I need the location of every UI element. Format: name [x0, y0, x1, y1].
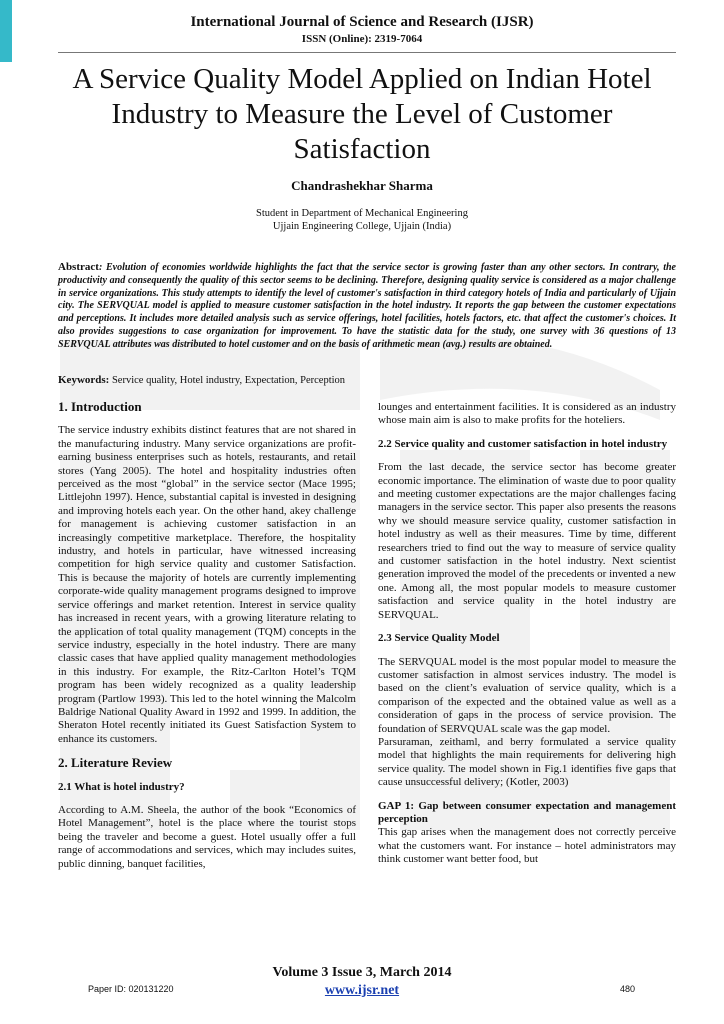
section-literature-review-heading: 2. Literature Review — [58, 755, 173, 771]
footer-paper-id: Paper ID: 020131220 — [88, 984, 174, 994]
paper-title: A Service Quality Model Applied on Indian Hotel Industry to Measure the Level of Customer Satisfaction — [72, 63, 652, 165]
subsection-2-3-heading: 2.3 Service Quality Model — [378, 632, 500, 645]
journal-issn: ISSN (Online): 2319-7064 — [301, 33, 423, 45]
introduction-paragraph: The service industry exhibits distinct features that are not shared in the manufacturing industry. Many service organizations are profit-earning business enterprises such as hotels, restaurants, and retail stores (Yang 2005). The hotel and hospitality industries often perceived as the most “global” in the service sector (Mace 1995; Littlejohn 1997). Hence, substantial capital is invested in designing and improving hotels each year. On the other hand, akey challenge for management is achieving customer satisfaction in an increasingly competitive marketplace. Therefore, the hospitality industry, and hotels in particular, have witnessed increasing competition for high service quality and customer Satisfaction. This is because the majority of hotels are currently implementing corporate-wide quality management programs designed to improve service offerings and market retention. Interest in service quality has increased in recent years, with a growing literature relating to the application of total quality management (TQM) concepts in the service industry, especially in the hotel industry. There are many classic cases that have applied quality management methodologies in this industry. For example, the Ritz-Carlton Hotel’s TQM program has been widely recognized as a quality leadership program (Partlow 1993). This led to the hotel winning the Malcolm Baldrige National Quality Award in 1992 and 1999. In addition, the Sheraton Hotel recently initiated its Guest Satisfaction System to enhance its customers. — [58, 424, 356, 745]
subsection-2-1-continued: lounges and entertainment facilities. It is considered as an industry whose main aim is also to make profits for the hoteliers. — [378, 401, 676, 427]
section-introduction-heading: 1. Introduction — [58, 399, 142, 414]
author-name: Chandrashekhar Sharma — [291, 178, 433, 193]
left-column — [58, 400, 356, 881]
subsection-2-2-paragraph: From the last decade, the service sector has become greater economic importance. The elimination of waste due to poor quality and meeting customer expectations are the major challenges facing managers in the service sector. This paper also presents the reasons why we should measure service quality, customer satisfaction in hotel industry as well as their measures. Time by time, different researchers tried to find out the way to measure of service quality and customer satisfaction in the hotel industry. Next scientist generation improved the model of the precedents or invented a new one. Among all, the most popular models to measure customer satisfaction and service quality in the hotel industry are SERVQUAL. — [378, 461, 676, 621]
right-column — [378, 401, 676, 877]
abstract-text: : Evolution of economies worldwide highlights the fact that the service sector is growing faster than any other sectors. In contrary, the productivity and consequently the quality of this sector seems to be declining. Therefore, designing quality service is considered as a major challenge in service organizations. This study attempts to identify the level of customer's satisfaction in third category hotels of India and particularly of Ujjain city. The SERVQUAL model is applied to measure customer satisfaction in the hotel industry. It reports the gap between the customer expectations and perceptions. It includes more detailed analysis such as service offerings, hotel facilities, hotels factors, etc. that affect the customer's choices. It also provides suggestions to case organization for improvement. To have the statistic data for the study, one survey with 36 questions of 13 SERVQUAL attributes was distributed to hotel customer and on the basis of arithmetic mean (avg.) results are obtained. — [58, 262, 676, 350]
footer-website-link[interactable]: www.ijsr.net — [324, 983, 400, 998]
subsection-2-1-heading: 2.1 What is hotel industry? — [58, 780, 185, 793]
footer-volume: Volume 3 Issue 3, March 2014 — [272, 965, 452, 980]
keywords-label: Keywords: — [58, 374, 110, 386]
affiliation-line-2: Ujjain Engineering College, Ujjain (India) — [272, 221, 452, 232]
journal-name: International Journal of Science and Research (IJSR) — [190, 14, 534, 30]
gap-1-heading: GAP 1: Gap between consumer expectation and management perception — [378, 799, 676, 825]
affiliation-line-1: Student in Department of Mechanical Engineering — [256, 208, 468, 219]
footer-page-number: 480 — [620, 984, 636, 994]
keywords — [58, 374, 676, 386]
keywords-text: Service quality, Hotel industry, Expectation, Perception — [111, 375, 346, 386]
abstract — [58, 261, 676, 352]
gap-1-paragraph: This gap arises when the management does not correctly perceive what the customers want. For instance – hotel administrators may think customer want better food, but — [378, 826, 676, 866]
accent-bar — [0, 0, 12, 62]
subsection-2-3-paragraph-2: Parsuraman, zeithaml, and berry formulated a service quality model that highlights the main requirements for delivering high service quality. The model shown in Fig.1 identifies five gaps that cause unsuccessful delivery; (Kotler, 2003) — [378, 735, 676, 789]
abstract-label: Abstract — [58, 261, 99, 273]
subsection-2-1-paragraph: According to A.M. Sheela, the author of the book “Economics of Hotel Management”, hotel is the place where the tourist stops being the traveler and become a guest. Hotel usually offer a full range of accommodations and services, which may includes suites, public dinning, banquet facilities, — [58, 803, 356, 870]
subsection-2-2-heading: 2.2 Service quality and customer satisfaction in hotel industry — [378, 437, 668, 450]
author-affiliation — [0, 207, 724, 233]
subsection-2-3-paragraph-1: The SERVQUAL model is the most popular model to measure the customer satisfaction in almost services industry. The model is based on the client’s evaluation of service quality, which is a comparison of the expected and the obtained value as well as a consideration of gaps in the process of service provision. The foundation of SERVQUAL scale was the gap model. — [378, 655, 676, 735]
header-divider — [58, 52, 676, 53]
